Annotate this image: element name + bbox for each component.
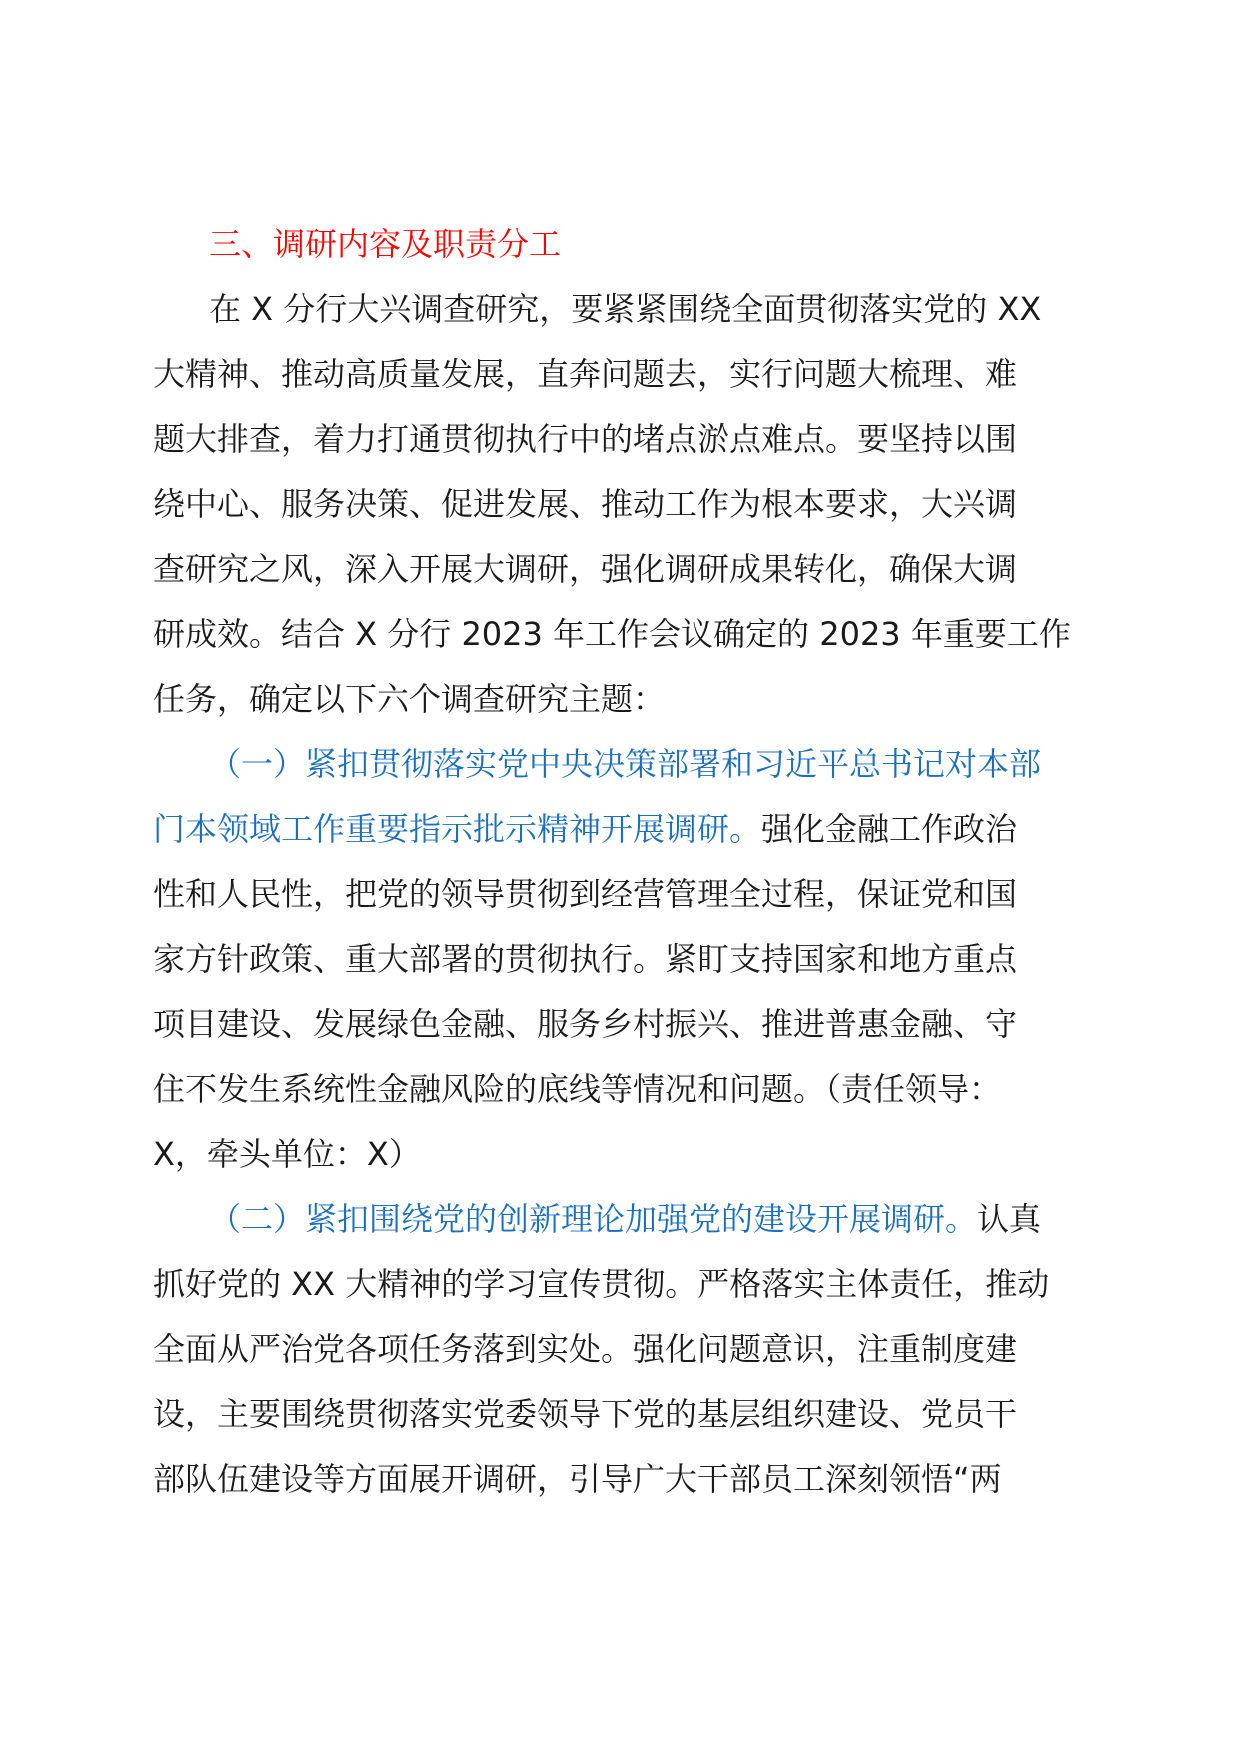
topic-two-paragraph <box>153 1187 1093 1512</box>
paragraph-line: 查研究之风，深入开展大调研，强化调研成果转化，确保大调 <box>153 550 1018 588</box>
paragraph-line: 绕中心、服务决策、促进发展、推动工作为根本要求，大兴调 <box>153 485 1018 523</box>
paragraph-line: 研成效。结合 X 分行 2023 年工作会议确定的 2023 年重要工作 <box>153 615 1071 653</box>
document-body <box>153 212 1093 1512</box>
topic-one-title-line: （一）紧扣贯彻落实党中央决策部署和习近平总书记对本部 <box>209 745 1042 783</box>
paragraph-line: X，牵头单位：X） <box>153 1135 421 1173</box>
paragraph-line: 在 X 分行大兴调查研究，要紧紧围绕全面贯彻落实党的 XX <box>209 290 1042 328</box>
topic-one-body-start: 强化金融工作政治 <box>761 810 1018 848</box>
topic-two-title-line <box>153 1187 1093 1252</box>
topic-two-title: （二）紧扣围绕党的创新理论加强党的建设开展调研。 <box>209 1200 978 1238</box>
intro-paragraph <box>153 277 1093 732</box>
paragraph-line: 大精神、推动高质量发展，直奔问题去，实行问题大梳理、难 <box>153 355 1018 393</box>
paragraph-line: 性和人民性，把党的领导贯彻到经营管理全过程，保证党和国 <box>153 875 1018 913</box>
topic-two-body-start: 认真 <box>977 1200 1042 1238</box>
paragraph-line: 住不发生系统性金融风险的底线等情况和问题。（责任领导： <box>153 1070 1002 1108</box>
paragraph-line: 任务，确定以下六个调查研究主题： <box>153 680 666 718</box>
topic-one-paragraph <box>153 732 1093 1187</box>
paragraph-line: 家方针政策、重大部署的贯彻执行。紧盯支持国家和地方重点 <box>153 940 1018 978</box>
topic-one-title-tail: 门本领域工作重要指示批示精神开展调研。 <box>153 810 762 848</box>
paragraph-line: 项目建设、发展绿色金融、服务乡村振兴、推进普惠金融、守 <box>153 1005 1018 1043</box>
paragraph-line: 全面从严治党各项任务落到实处。强化问题意识，注重制度建 <box>153 1330 1018 1368</box>
section-heading: 三、调研内容及职责分工 <box>209 225 562 263</box>
paragraph-line: 题大排查，着力打通贯彻执行中的堵点淤点难点。要坚持以围 <box>153 420 1018 458</box>
paragraph-line: 设，主要围绕贯彻落实党委领导下党的基层组织建设、党员干 <box>153 1395 1018 1433</box>
paragraph-line: 抓好党的 XX 大精神的学习宣传贯彻。严格落实主体责任，推动 <box>153 1265 1050 1303</box>
topic-one-title-line <box>153 797 1093 862</box>
paragraph-line: 部队伍建设等方面展开调研，引导广大干部员工深刻领悟“两 <box>153 1460 1002 1498</box>
